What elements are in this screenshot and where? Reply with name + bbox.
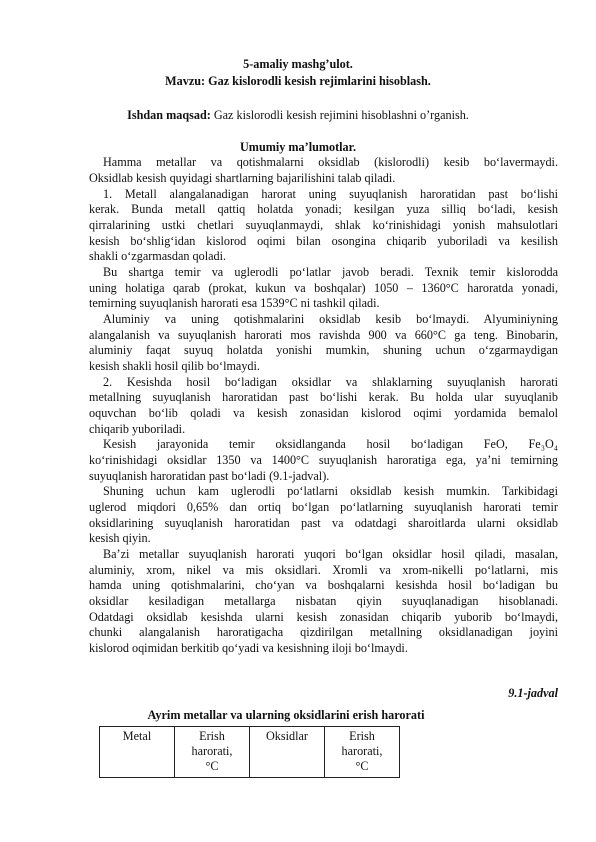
body-line: Ba’zi metallar suyuqlanish harorati yuqori bo‘lgan oksidlar hosil qiladi, masalan, bbox=[103, 547, 558, 561]
header-oxides-label: Oksidlar bbox=[266, 729, 308, 743]
goal-text: Gaz kislorodli kesish rejimini hisoblashni o’rganish. bbox=[210, 108, 469, 122]
body-line: Shuning uchun kam uglerodli po‘latlarni oksidlab kesish mumkin. Tarkibidagi bbox=[103, 484, 558, 498]
body-line: suyuqlanish haroratidan past bo‘ladi (9.1-jadval). bbox=[89, 469, 330, 483]
goal-line bbox=[0, 108, 596, 123]
header-line: harorati, bbox=[191, 744, 233, 758]
body-line: Odatdagi oksidlab kesishda ularni kesish zonasidan chiqarib yuborib bo‘lmaydi, bbox=[89, 610, 558, 624]
body-line: hamda uning qotishmalarini, cho‘yan va boshqalarni kesishda hosil bo‘ladigan bu bbox=[89, 578, 558, 592]
body-line: ko‘rinishidagi oksidlar 1350 va 1400°C suyuqlanish haroratiga ega, ya’ni temirning bbox=[89, 453, 558, 467]
header-melting-temp bbox=[175, 727, 250, 778]
header-line: Erish bbox=[349, 729, 375, 743]
header-oxides bbox=[250, 727, 325, 778]
header-oxide-melting-temp bbox=[325, 727, 400, 778]
body-line: uning holatiga qarab (prokat, kukun va boshqalar) 1050 – 1360°C haroratda yonadi, bbox=[89, 281, 558, 295]
body-line: temirning suyuqlanish harorati esa 1539°C ni tashkil qiladi. bbox=[89, 296, 380, 310]
body-line: Hamma metallar va qotishmalarni oksidlab (kislorodli) kesib bo‘lavermaydi. bbox=[103, 155, 558, 169]
section-heading: Umumiy ma’lumotlar. bbox=[239, 140, 356, 154]
header-line: harorati, bbox=[341, 744, 383, 758]
body-line: alangalanish va suyuqlanish harorati mos ravishda 900 va 660°C ga teng. Binobarin, bbox=[89, 328, 558, 342]
body-line: kerak. Bunda metall qattiq holatda yonadi; kesilgan yuza silliq bo‘ladi, kesish bbox=[89, 202, 558, 216]
body-line: kesish qiyin. bbox=[89, 531, 151, 545]
topic-heading: Mavzu: Gaz kislorodli kesish rejimlarini hisoblash. bbox=[165, 74, 431, 88]
body-line: kislorod oqimidan berkitib qo‘yadi va kesishning iloji bo‘lmaydi. bbox=[89, 641, 408, 655]
header-metal-label: Metal bbox=[122, 729, 152, 743]
body-line: 1. Metall alangalanadigan harorat uning suyuqlanish haroratidan past bo‘lishi bbox=[103, 187, 558, 201]
body-line: Kesish jarayonida temir oksidlanganda hosil bo‘ladigan FeO, Fe₃O₄ bbox=[103, 437, 558, 451]
body-line: kesish bo‘shlig‘idan kislorod oqimi bilan osongina chiqarib yuboriladi va kesilish bbox=[89, 234, 558, 248]
body-line: metallning suyuqlanish haroratidan past bo‘lishi kerak. Bu holda ular suyuqlanib bbox=[89, 390, 558, 404]
body-line: chiqarib yuboriladi. bbox=[89, 422, 186, 436]
body-line: oksidlarining suyuqlanish haroratidan past va odatdagi sharoitlarda ularni oksidlab bbox=[89, 516, 558, 530]
body-line: 2. Kesishda hosil bo‘ladigan oksidlar va shlaklarning suyuqlanish harorati bbox=[103, 375, 558, 389]
header-unit: °C bbox=[205, 759, 219, 773]
body-line: kesish shakli hosil qilib bo‘lmaydi. bbox=[89, 359, 260, 373]
melting-temperature-table bbox=[99, 726, 400, 778]
body-line: uglerod miqdori 0,65% dan ortiq bo‘lgan po‘latlarning suyuqlanish harorati temir bbox=[89, 500, 558, 514]
body-line: oksidlar kesiladigan metallarga nisbatan qiyin suyuqlanadigan hisoblanadi. bbox=[89, 594, 558, 608]
body-line: Bu shartga temir va uglerodli po‘latlar javob beradi. Texnik temir kislorodda bbox=[103, 265, 558, 279]
body-line: qirralarining ustki chetlari suyuqlanmaydi, shlak ko‘rinishidagi yonish mahsulotlari bbox=[89, 218, 558, 232]
body-line: aluminiy, xrom, nikel va mis oksidlari. Xromli va xrom-nikelli po‘latlarni, mis bbox=[89, 563, 558, 577]
body-line: chunki alangalanish haroratigacha qizdirilgan metallning oksidlanadigan joyini bbox=[89, 625, 558, 639]
header-line: Erish bbox=[199, 729, 225, 743]
header-unit: °C bbox=[355, 759, 369, 773]
goal-label: Ishdan maqsad: bbox=[127, 108, 211, 122]
table-header-row bbox=[100, 727, 400, 778]
body-line: Oksidlab kesish quyidagi shartlarning bajarilishini talab qiladi. bbox=[89, 171, 396, 185]
body-line: shakli o‘zgarmasdan qoladi. bbox=[89, 249, 227, 263]
table-caption: Ayrim metallar va ularning oksidlarini erish harorati bbox=[147, 708, 425, 722]
body-line: aluminiy faqat suyuq holatda yonishi mumkin, shuning uchun o‘zgarmaydigan bbox=[89, 343, 558, 357]
body-line: oquvchan bo‘lib qoladi va kesish zonasidan kislorod oqimi yordamida bemalol bbox=[89, 406, 558, 420]
header-metal bbox=[100, 727, 175, 778]
table-label: 9.1-jadval bbox=[508, 686, 558, 700]
practice-title: 5-amaliy mashg’ulot. bbox=[243, 57, 353, 71]
body-line: Aluminiy va uning qotishmalarini oksidlab kesib bo‘lmaydi. Alyuminiyning bbox=[103, 312, 558, 326]
